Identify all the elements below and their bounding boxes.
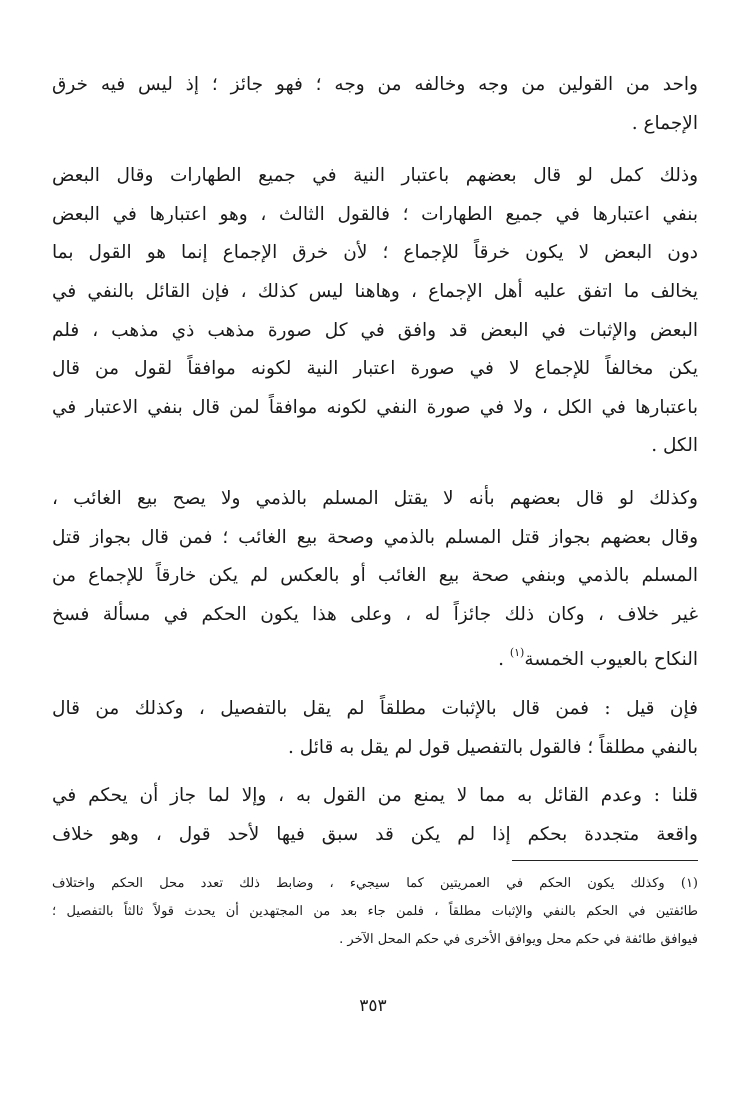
page-number: ٣٥٣ — [359, 996, 387, 1016]
paragraph-4 — [52, 690, 698, 767]
text-line: البعض والإثبات في البعض قد وافق في كل صورة مذهب ذي مذهب ، فلم — [52, 319, 698, 341]
footnote-separator — [512, 860, 698, 861]
paragraph-1 — [52, 66, 698, 143]
footnote-line: طائفتين في الحكم بالنفي والإثبات مطلقاً ، فلمن جاء بعد من المجتهدين أن يحدث قولاً ثالثاً بالتفصيل ؛ — [52, 904, 698, 919]
footnote-line: (١) وكذلك يكون الحكم في العمريتين كما سيجيء ، وضابط ذلك تعدد محل الحكم واختلاف — [52, 876, 698, 891]
text-line: الإجماع . — [631, 112, 698, 134]
footnotes — [52, 870, 698, 954]
text-line: وذلك كمل لو قال بعضهم باعتبار النية في جميع الطهارات وقال البعض — [52, 165, 698, 187]
paragraph-3 — [52, 480, 698, 680]
text-line: قلنا : وعدم القائل به مما لا يمنع من القول به ، وإلا لما جاز أن يحكم في — [52, 785, 698, 807]
text-line: وكذلك لو قال بعضهم بأنه لا يقتل المسلم بالذمي ولا يصح بيع الغائب ، — [52, 487, 698, 509]
text-fragment: النكاح بالعيوب الخمسة — [524, 649, 698, 671]
text-line: بالنفي مطلقاً ؛ فالقول بالتفصيل قول لم يقل به قائل . — [287, 736, 698, 758]
text-line: يكن مخالفاً للإجماع لا في صورة اعتبار النية لكونه موافقاً لقول من قال — [52, 358, 698, 380]
paragraph-5 — [52, 777, 698, 854]
footnote-line: فيوافق طائفة في حكم محل ويوافق الأخرى في حكم المحل الآخر . — [339, 932, 698, 947]
text-line: الكل . — [651, 435, 698, 457]
text-line — [52, 634, 698, 680]
text-line: فإن قيل : فمن قال بالإثبات مطلقاً لم يقل بالتفصيل ، وكذلك من قال — [52, 697, 698, 719]
paragraph-2 — [52, 157, 698, 466]
text-line: باعتبارها في الكل ، ولا في صورة النفي لكونه موافقاً لمن قال بنفي الاعتبار في — [52, 396, 698, 418]
text-line: يخالف ما اتفق عليه أهل الإجماع ، وهاهنا ليس كذلك ، فإن القائل بالنفي في — [52, 280, 698, 302]
text-line: المسلم بالذمي وبنفي صحة بيع الغائب أو بالعكس لم يكن خارقاً للإجماع من — [52, 565, 698, 587]
text-line: بنفي اعتبارها في جميع الطهارات ؛ فالقول الثالث ، وهو اعتبارها في البعض — [52, 203, 698, 225]
text-line: واقعة متجددة بحكم إذا لم يكن قد سبق فيها لأحد قول ، وهو خلاف — [52, 823, 698, 845]
text-line: غير خلاف ، وكان ذلك جائزاً له ، وعلى هذا يكون الحكم في مسألة فسخ — [52, 603, 698, 625]
footnote-reference[interactable]: (١) — [509, 646, 525, 660]
text-line: دون البعض لا يكون خرقاً للإجماع ؛ لأن خرق الإجماع إنما هو القول بما — [52, 242, 698, 264]
text-line: وقال بعضهم بجواز قتل المسلم بالذمي وصحة بيع الغائب ؛ فمن قال بجواز قتل — [52, 526, 698, 548]
text-fragment: . — [498, 649, 510, 671]
text-line: واحد من القولين من وجه وخالفه من وجه ؛ فهو جائز ؛ إذ ليس فيه خرق — [52, 74, 698, 95]
